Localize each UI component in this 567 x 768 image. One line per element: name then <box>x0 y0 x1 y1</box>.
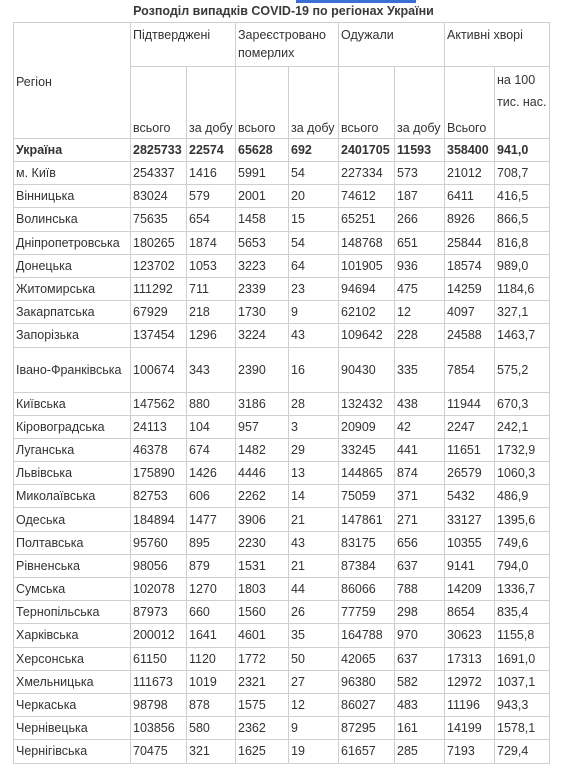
cell-recovered-total: 227334 <box>339 162 395 185</box>
cell-recovered-per-day: 582 <box>395 670 445 693</box>
cell-deaths-total: 2362 <box>236 717 289 740</box>
cell-confirmed-total: 67929 <box>131 301 187 324</box>
cell-recovered-per-day: 335 <box>395 347 445 392</box>
covid-regions-table <box>13 22 550 764</box>
header-active-per-100k: на 100 тис. нас. <box>495 67 550 139</box>
cell-active-per-100k: 1691,0 <box>495 647 550 670</box>
cell-deaths-per-day: 44 <box>289 578 339 601</box>
cell-deaths-total: 2230 <box>236 531 289 554</box>
cell-deaths-per-day: 21 <box>289 508 339 531</box>
cell-active-total: 11944 <box>445 392 495 415</box>
cell-recovered-total: 42065 <box>339 647 395 670</box>
cell-recovered-per-day: 228 <box>395 324 445 347</box>
header-recovered-total: всього <box>339 67 395 139</box>
cell-deaths-per-day: 26 <box>289 601 339 624</box>
cell-active-per-100k: 866,5 <box>495 208 550 231</box>
cell-active-per-100k: 327,1 <box>495 301 550 324</box>
cell-recovered-total: 86027 <box>339 693 395 716</box>
cell-deaths-per-day: 29 <box>289 438 339 461</box>
header-active: Активні хворі <box>445 23 550 67</box>
cell-region: Україна <box>14 139 131 162</box>
cell-active-per-100k: 242,1 <box>495 415 550 438</box>
cell-deaths-total: 2321 <box>236 670 289 693</box>
cell-active-per-100k: 1732,9 <box>495 438 550 461</box>
cell-recovered-total: 75059 <box>339 485 395 508</box>
cell-recovered-per-day: 371 <box>395 485 445 508</box>
table-row <box>14 277 550 300</box>
cell-deaths-total: 3223 <box>236 254 289 277</box>
cell-active-per-100k: 989,0 <box>495 254 550 277</box>
cell-active-total: 30623 <box>445 624 495 647</box>
cell-confirmed-total: 175890 <box>131 462 187 485</box>
table-row <box>14 231 550 254</box>
table-row <box>14 531 550 554</box>
cell-recovered-total: 87295 <box>339 717 395 740</box>
cell-deaths-per-day: 692 <box>289 139 339 162</box>
cell-region: Полтавська <box>14 531 131 554</box>
cell-confirmed-per-day: 321 <box>187 740 236 763</box>
table-row <box>14 415 550 438</box>
cell-confirmed-per-day: 711 <box>187 277 236 300</box>
cell-confirmed-total: 200012 <box>131 624 187 647</box>
cell-recovered-total: 77759 <box>339 601 395 624</box>
cell-confirmed-per-day: 22574 <box>187 139 236 162</box>
cell-confirmed-total: 111292 <box>131 277 187 300</box>
table-row <box>14 462 550 485</box>
cell-recovered-total: 164788 <box>339 624 395 647</box>
table-row <box>14 624 550 647</box>
cell-confirmed-total: 70475 <box>131 740 187 763</box>
cell-confirmed-per-day: 1019 <box>187 670 236 693</box>
cell-confirmed-per-day: 1874 <box>187 231 236 254</box>
cell-deaths-per-day: 9 <box>289 301 339 324</box>
cell-deaths-per-day: 21 <box>289 554 339 577</box>
cell-active-per-100k: 1395,6 <box>495 508 550 531</box>
cell-deaths-total: 2001 <box>236 185 289 208</box>
table-row <box>14 438 550 461</box>
cell-recovered-per-day: 266 <box>395 208 445 231</box>
table-row <box>14 601 550 624</box>
cell-recovered-per-day: 438 <box>395 392 445 415</box>
header-region: Регіон <box>14 23 131 139</box>
cell-confirmed-per-day: 1426 <box>187 462 236 485</box>
cell-deaths-total: 1772 <box>236 647 289 670</box>
cell-recovered-total: 20909 <box>339 415 395 438</box>
cell-region: Чернівецька <box>14 717 131 740</box>
cell-active-per-100k: 729,4 <box>495 740 550 763</box>
cell-active-per-100k: 1060,3 <box>495 462 550 485</box>
table-row <box>14 740 550 763</box>
cell-deaths-total: 1458 <box>236 208 289 231</box>
header-confirmed-total: всього <box>131 67 187 139</box>
cell-region: Житомирська <box>14 277 131 300</box>
cell-region: Івано-Франківська <box>14 347 131 392</box>
cell-region: Кіровоградська <box>14 415 131 438</box>
cell-confirmed-total: 46378 <box>131 438 187 461</box>
cell-deaths-per-day: 35 <box>289 624 339 647</box>
header-recovered: Одужали <box>339 23 445 67</box>
cell-region: Херсонська <box>14 647 131 670</box>
cell-deaths-total: 4601 <box>236 624 289 647</box>
cell-active-per-100k: 816,8 <box>495 231 550 254</box>
cell-deaths-total: 2339 <box>236 277 289 300</box>
table-row-total <box>14 139 550 162</box>
cell-active-per-100k: 1155,8 <box>495 624 550 647</box>
cell-active-total: 5432 <box>445 485 495 508</box>
cell-region: Львівська <box>14 462 131 485</box>
cell-active-per-100k: 794,0 <box>495 554 550 577</box>
cell-deaths-per-day: 14 <box>289 485 339 508</box>
cell-active-total: 2247 <box>445 415 495 438</box>
cell-recovered-total: 86066 <box>339 578 395 601</box>
cell-recovered-total: 132432 <box>339 392 395 415</box>
table-row <box>14 578 550 601</box>
cell-region: Київська <box>14 392 131 415</box>
cell-region: м. Київ <box>14 162 131 185</box>
cell-confirmed-per-day: 1053 <box>187 254 236 277</box>
cell-confirmed-total: 61150 <box>131 647 187 670</box>
cell-confirmed-total: 137454 <box>131 324 187 347</box>
cell-recovered-total: 94694 <box>339 277 395 300</box>
header-deaths-total: всього <box>236 67 289 139</box>
cell-active-total: 12972 <box>445 670 495 693</box>
cell-recovered-per-day: 573 <box>395 162 445 185</box>
table-row <box>14 254 550 277</box>
cell-deaths-total: 1560 <box>236 601 289 624</box>
table-row <box>14 392 550 415</box>
cell-region: Рівненська <box>14 554 131 577</box>
cell-recovered-per-day: 12 <box>395 301 445 324</box>
cell-recovered-total: 74612 <box>339 185 395 208</box>
cell-recovered-per-day: 441 <box>395 438 445 461</box>
cell-active-total: 9141 <box>445 554 495 577</box>
cell-region: Черкаська <box>14 693 131 716</box>
cell-deaths-per-day: 23 <box>289 277 339 300</box>
cell-confirmed-per-day: 606 <box>187 485 236 508</box>
cell-region: Харківська <box>14 624 131 647</box>
table-row <box>14 693 550 716</box>
cell-recovered-total: 147861 <box>339 508 395 531</box>
cell-deaths-total: 2390 <box>236 347 289 392</box>
cell-deaths-total: 3906 <box>236 508 289 531</box>
cell-recovered-total: 65251 <box>339 208 395 231</box>
cell-region: Закарпатська <box>14 301 131 324</box>
cell-deaths-per-day: 50 <box>289 647 339 670</box>
cell-confirmed-per-day: 580 <box>187 717 236 740</box>
table-row <box>14 647 550 670</box>
header-deaths-per-day: за добу <box>289 67 339 139</box>
cell-region: Донецька <box>14 254 131 277</box>
cell-deaths-per-day: 19 <box>289 740 339 763</box>
cell-confirmed-per-day: 218 <box>187 301 236 324</box>
cell-confirmed-total: 95760 <box>131 531 187 554</box>
cell-deaths-per-day: 16 <box>289 347 339 392</box>
cell-confirmed-total: 98798 <box>131 693 187 716</box>
cell-deaths-total: 1803 <box>236 578 289 601</box>
cell-active-per-100k: 943,3 <box>495 693 550 716</box>
cell-active-total: 10355 <box>445 531 495 554</box>
table-row <box>14 301 550 324</box>
cell-active-per-100k: 1184,6 <box>495 277 550 300</box>
cell-deaths-total: 5991 <box>236 162 289 185</box>
cell-recovered-total: 2401705 <box>339 139 395 162</box>
cell-confirmed-total: 147562 <box>131 392 187 415</box>
cell-active-total: 24588 <box>445 324 495 347</box>
cell-confirmed-per-day: 343 <box>187 347 236 392</box>
cell-active-total: 11651 <box>445 438 495 461</box>
cell-confirmed-per-day: 660 <box>187 601 236 624</box>
cell-active-total: 14259 <box>445 277 495 300</box>
cell-deaths-per-day: 27 <box>289 670 339 693</box>
cell-deaths-per-day: 3 <box>289 415 339 438</box>
cell-confirmed-total: 98056 <box>131 554 187 577</box>
cell-active-total: 17313 <box>445 647 495 670</box>
cell-deaths-total: 3224 <box>236 324 289 347</box>
cell-active-total: 14209 <box>445 578 495 601</box>
cell-recovered-per-day: 788 <box>395 578 445 601</box>
cell-region: Хмельницька <box>14 670 131 693</box>
cell-active-per-100k: 835,4 <box>495 601 550 624</box>
cell-confirmed-per-day: 878 <box>187 693 236 716</box>
cell-deaths-per-day: 54 <box>289 231 339 254</box>
cell-active-total: 358400 <box>445 139 495 162</box>
cell-confirmed-per-day: 1120 <box>187 647 236 670</box>
table-row <box>14 670 550 693</box>
cell-recovered-per-day: 656 <box>395 531 445 554</box>
top-accent-bar <box>296 0 416 3</box>
cell-deaths-total: 1575 <box>236 693 289 716</box>
cell-active-total: 11196 <box>445 693 495 716</box>
cell-confirmed-total: 87973 <box>131 601 187 624</box>
table-row <box>14 554 550 577</box>
cell-confirmed-per-day: 104 <box>187 415 236 438</box>
cell-deaths-total: 2262 <box>236 485 289 508</box>
cell-recovered-per-day: 483 <box>395 693 445 716</box>
cell-recovered-per-day: 637 <box>395 647 445 670</box>
cell-confirmed-per-day: 579 <box>187 185 236 208</box>
cell-recovered-total: 101905 <box>339 254 395 277</box>
header-recovered-per-day: за добу <box>395 67 445 139</box>
cell-region: Сумська <box>14 578 131 601</box>
cell-recovered-total: 61657 <box>339 740 395 763</box>
cell-deaths-per-day: 64 <box>289 254 339 277</box>
cell-recovered-per-day: 187 <box>395 185 445 208</box>
cell-active-per-100k: 575,2 <box>495 347 550 392</box>
cell-active-per-100k: 1578,1 <box>495 717 550 740</box>
cell-active-per-100k: 749,6 <box>495 531 550 554</box>
cell-recovered-total: 109642 <box>339 324 395 347</box>
cell-active-per-100k: 708,7 <box>495 162 550 185</box>
cell-recovered-per-day: 11593 <box>395 139 445 162</box>
cell-region: Одеська <box>14 508 131 531</box>
cell-recovered-per-day: 161 <box>395 717 445 740</box>
cell-deaths-per-day: 43 <box>289 324 339 347</box>
cell-deaths-total: 1482 <box>236 438 289 461</box>
cell-confirmed-total: 254337 <box>131 162 187 185</box>
cell-active-total: 7193 <box>445 740 495 763</box>
table-row <box>14 347 550 392</box>
cell-region: Дніпропетровська <box>14 231 131 254</box>
cell-active-total: 14199 <box>445 717 495 740</box>
table-row <box>14 208 550 231</box>
cell-confirmed-total: 111673 <box>131 670 187 693</box>
cell-confirmed-total: 180265 <box>131 231 187 254</box>
cell-active-per-100k: 1463,7 <box>495 324 550 347</box>
cell-active-total: 21012 <box>445 162 495 185</box>
header-confirmed-per-day: за добу <box>187 67 236 139</box>
cell-active-per-100k: 486,9 <box>495 485 550 508</box>
cell-region: Миколаївська <box>14 485 131 508</box>
cell-confirmed-per-day: 1416 <box>187 162 236 185</box>
cell-recovered-per-day: 874 <box>395 462 445 485</box>
cell-confirmed-total: 100674 <box>131 347 187 392</box>
cell-recovered-total: 62102 <box>339 301 395 324</box>
table-row <box>14 717 550 740</box>
header-active-total: Всього <box>445 67 495 139</box>
cell-confirmed-per-day: 1477 <box>187 508 236 531</box>
cell-recovered-total: 87384 <box>339 554 395 577</box>
cell-active-total: 25844 <box>445 231 495 254</box>
cell-deaths-per-day: 9 <box>289 717 339 740</box>
cell-deaths-total: 1625 <box>236 740 289 763</box>
cell-confirmed-total: 2825733 <box>131 139 187 162</box>
cell-confirmed-total: 184894 <box>131 508 187 531</box>
cell-deaths-total: 957 <box>236 415 289 438</box>
cell-confirmed-total: 123702 <box>131 254 187 277</box>
cell-active-per-100k: 941,0 <box>495 139 550 162</box>
cell-recovered-per-day: 936 <box>395 254 445 277</box>
table-row <box>14 485 550 508</box>
header-confirmed: Підтверджені <box>131 23 236 67</box>
cell-deaths-total: 5653 <box>236 231 289 254</box>
cell-deaths-total: 65628 <box>236 139 289 162</box>
cell-active-total: 8654 <box>445 601 495 624</box>
cell-confirmed-total: 103856 <box>131 717 187 740</box>
cell-region: Вінницька <box>14 185 131 208</box>
cell-active-total: 7854 <box>445 347 495 392</box>
cell-recovered-total: 90430 <box>339 347 395 392</box>
cell-recovered-per-day: 42 <box>395 415 445 438</box>
table-row <box>14 185 550 208</box>
cell-active-per-100k: 670,3 <box>495 392 550 415</box>
cell-confirmed-per-day: 880 <box>187 392 236 415</box>
cell-recovered-per-day: 285 <box>395 740 445 763</box>
cell-region: Луганська <box>14 438 131 461</box>
cell-active-total: 26579 <box>445 462 495 485</box>
cell-confirmed-per-day: 674 <box>187 438 236 461</box>
cell-active-total: 6411 <box>445 185 495 208</box>
cell-confirmed-total: 75635 <box>131 208 187 231</box>
cell-active-per-100k: 1336,7 <box>495 578 550 601</box>
cell-deaths-per-day: 15 <box>289 208 339 231</box>
cell-region: Тернопільська <box>14 601 131 624</box>
cell-region: Чернігівська <box>14 740 131 763</box>
cell-recovered-per-day: 475 <box>395 277 445 300</box>
cell-active-total: 18574 <box>445 254 495 277</box>
cell-region: Волинська <box>14 208 131 231</box>
cell-deaths-total: 3186 <box>236 392 289 415</box>
cell-confirmed-per-day: 1270 <box>187 578 236 601</box>
cell-recovered-per-day: 271 <box>395 508 445 531</box>
cell-deaths-per-day: 28 <box>289 392 339 415</box>
cell-confirmed-total: 82753 <box>131 485 187 508</box>
cell-confirmed-per-day: 1296 <box>187 324 236 347</box>
cell-deaths-per-day: 13 <box>289 462 339 485</box>
cell-recovered-per-day: 970 <box>395 624 445 647</box>
cell-recovered-per-day: 637 <box>395 554 445 577</box>
table-row <box>14 162 550 185</box>
table-row <box>14 324 550 347</box>
cell-active-per-100k: 1037,1 <box>495 670 550 693</box>
cell-deaths-total: 4446 <box>236 462 289 485</box>
cell-recovered-total: 148768 <box>339 231 395 254</box>
cell-deaths-per-day: 12 <box>289 693 339 716</box>
cell-confirmed-total: 83024 <box>131 185 187 208</box>
cell-confirmed-per-day: 895 <box>187 531 236 554</box>
cell-confirmed-total: 24113 <box>131 415 187 438</box>
cell-active-total: 8926 <box>445 208 495 231</box>
cell-recovered-total: 144865 <box>339 462 395 485</box>
cell-recovered-total: 83175 <box>339 531 395 554</box>
cell-deaths-total: 1730 <box>236 301 289 324</box>
cell-active-total: 33127 <box>445 508 495 531</box>
cell-deaths-per-day: 43 <box>289 531 339 554</box>
cell-deaths-per-day: 54 <box>289 162 339 185</box>
cell-confirmed-total: 102078 <box>131 578 187 601</box>
cell-confirmed-per-day: 1641 <box>187 624 236 647</box>
cell-deaths-total: 1531 <box>236 554 289 577</box>
table-row <box>14 508 550 531</box>
header-deaths: Зареєстровано померлих <box>236 23 339 67</box>
cell-deaths-per-day: 20 <box>289 185 339 208</box>
cell-active-per-100k: 416,5 <box>495 185 550 208</box>
cell-active-total: 4097 <box>445 301 495 324</box>
cell-confirmed-per-day: 654 <box>187 208 236 231</box>
cell-recovered-per-day: 651 <box>395 231 445 254</box>
cell-recovered-total: 96380 <box>339 670 395 693</box>
cell-confirmed-per-day: 879 <box>187 554 236 577</box>
table-caption: Розподіл випадків COVID-19 по регіонах України <box>133 4 434 18</box>
cell-recovered-total: 33245 <box>339 438 395 461</box>
cell-recovered-per-day: 298 <box>395 601 445 624</box>
cell-region: Запорізька <box>14 324 131 347</box>
